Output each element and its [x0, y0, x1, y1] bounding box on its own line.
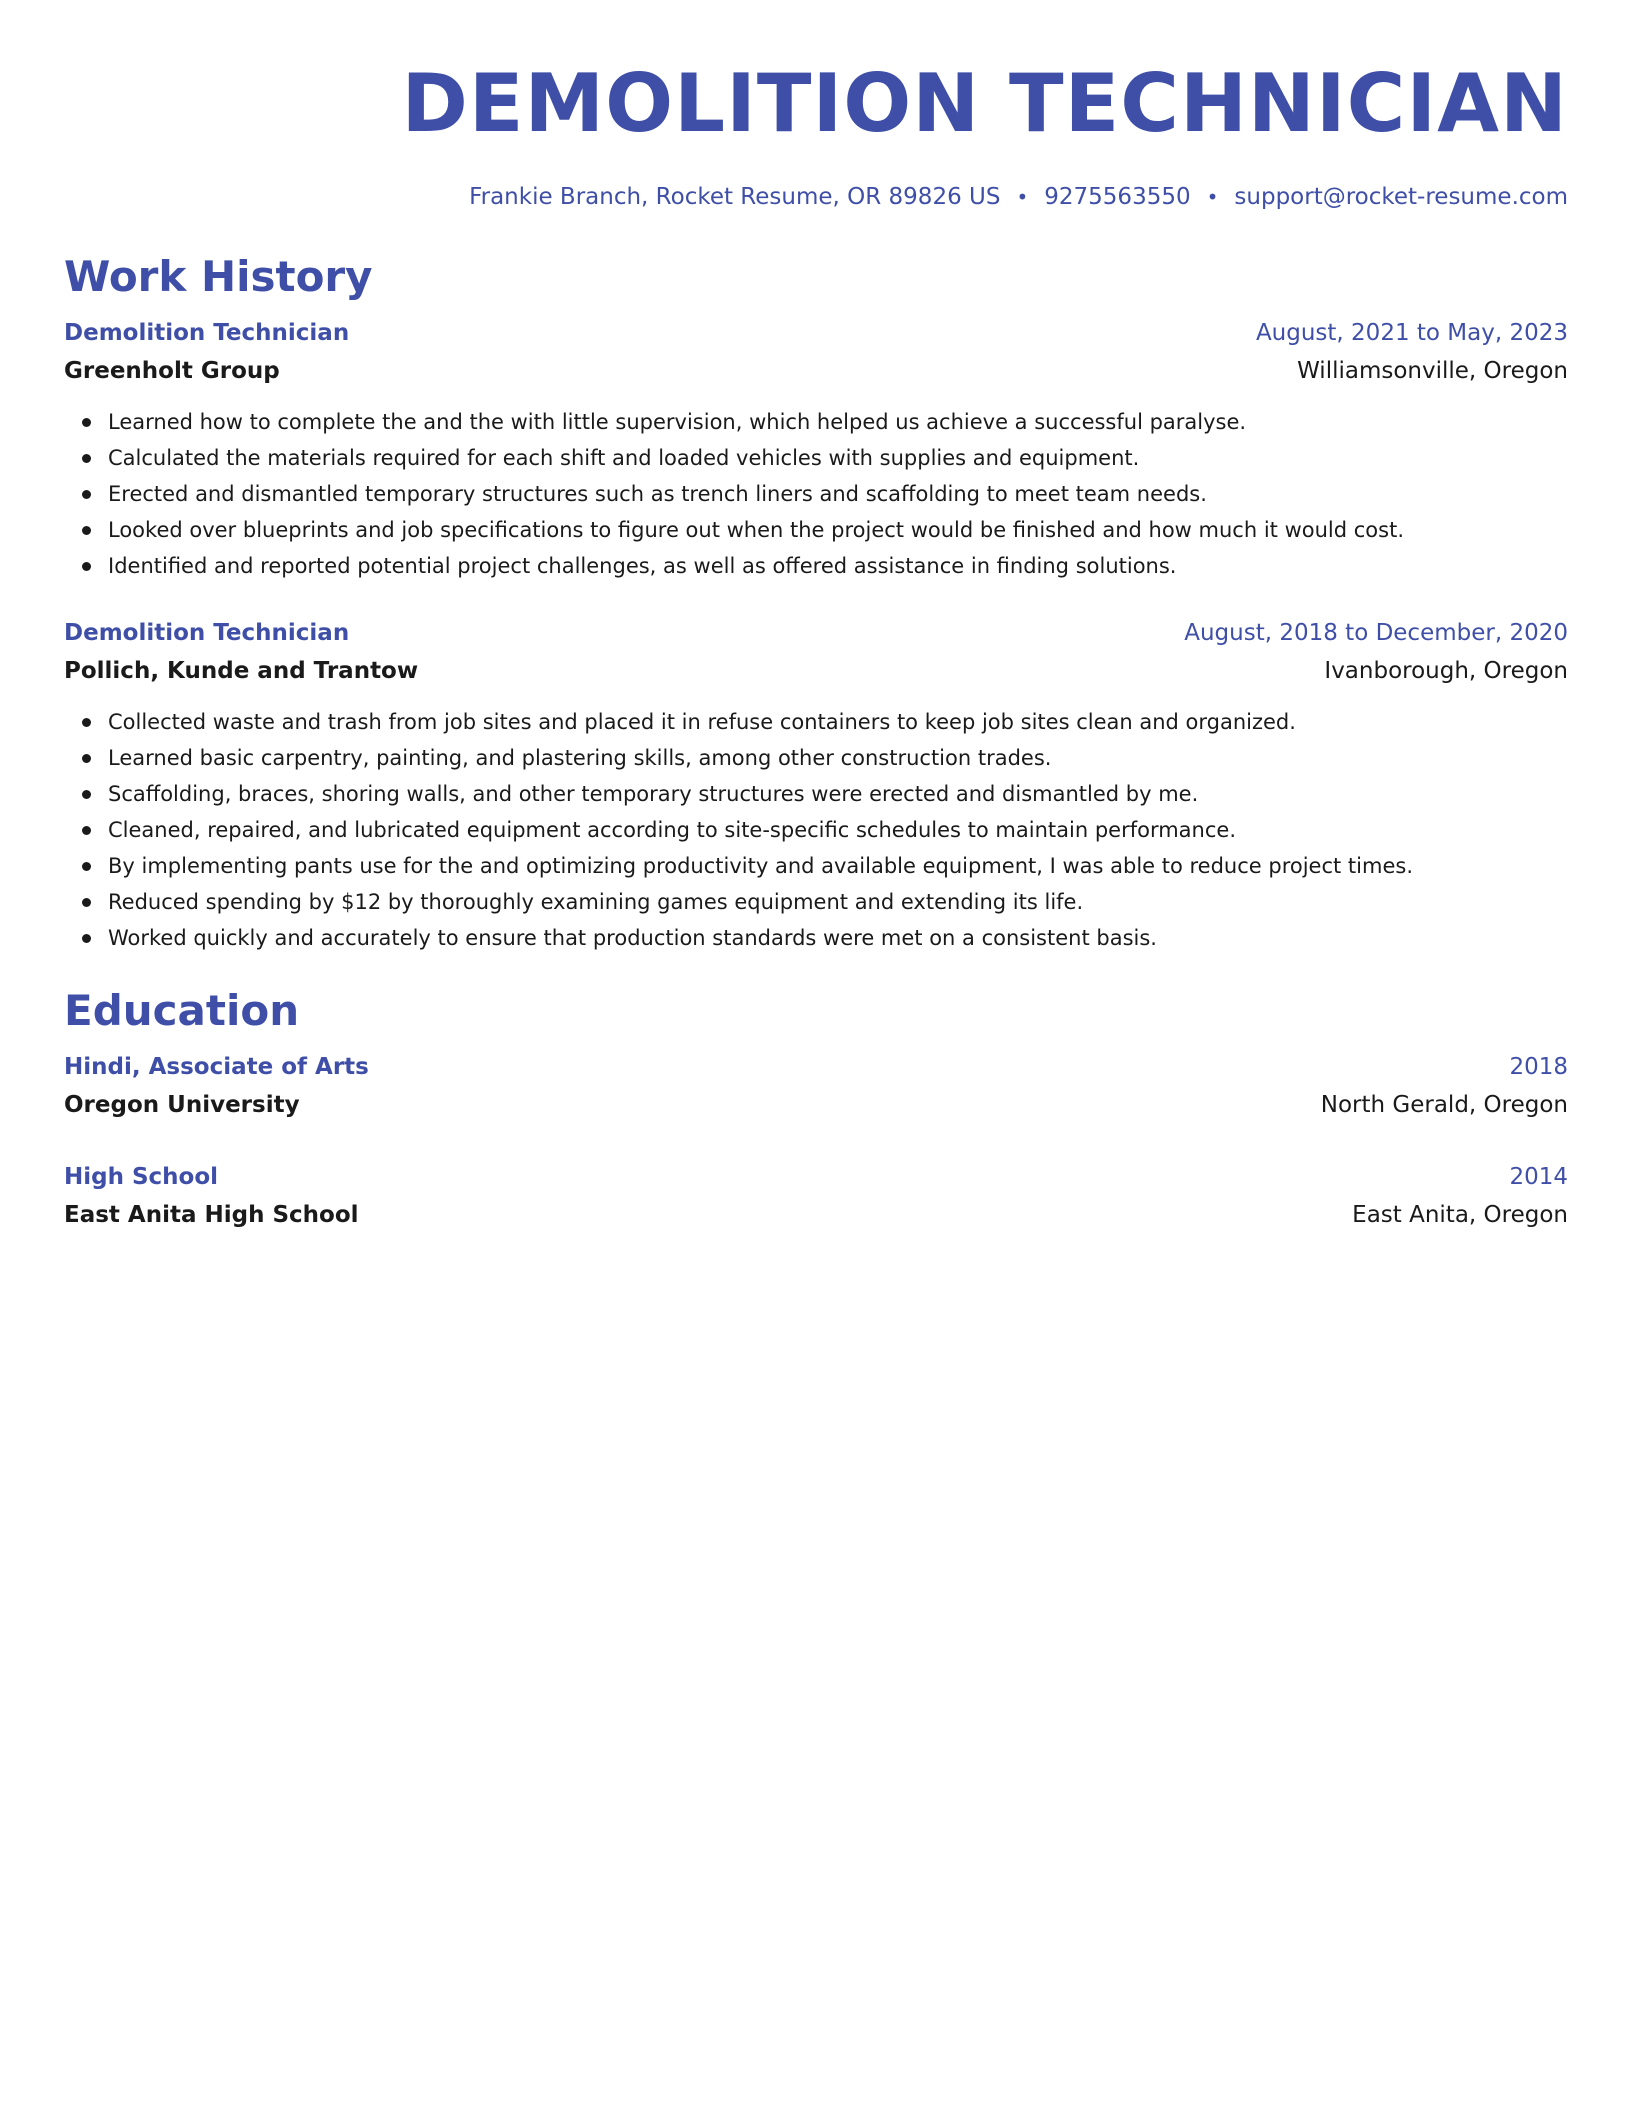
- job-bullet: Cleaned, repaired, and lubricated equipment according to site-specific schedules to maintain performance.: [108, 812, 1568, 848]
- education-school-row: [64, 1086, 1568, 1124]
- job-entry: [64, 614, 1568, 956]
- job-company-row: [64, 352, 1568, 390]
- job-location: Ivanborough, Oregon: [1324, 658, 1568, 684]
- job-bullet: By implementing pants use for the and optimizing productivity and available equipment, I was able to reduce project times.: [108, 848, 1568, 884]
- education-entry: [64, 1158, 1568, 1234]
- contact-email: support@rocket-resume.com: [1234, 184, 1568, 210]
- job-company-row: [64, 652, 1568, 690]
- education-degree-row: [64, 1048, 1568, 1086]
- job-bullet: Calculated the materials required for each shift and loaded vehicles with supplies and equipment.: [108, 440, 1568, 476]
- work-history-heading: Work History: [64, 252, 373, 301]
- job-bullet: Erected and dismantled temporary structures such as trench liners and scaffolding to meet team needs.: [108, 476, 1568, 512]
- education-section: [64, 986, 1568, 1234]
- job-location: Williamsonville, Oregon: [1297, 358, 1568, 384]
- job-title-row: [64, 614, 1568, 652]
- education-year: 2018: [1509, 1054, 1568, 1080]
- job-bullets: [64, 404, 1568, 584]
- job-bullets: [64, 704, 1568, 956]
- job-role: Demolition Technician: [64, 320, 350, 346]
- resume-page: [64, 0, 1568, 1234]
- job-bullet: Identified and reported potential project challenges, as well as offered assistance in finding solutions.: [108, 548, 1568, 584]
- job-bullet: Reduced spending by $12 by thoroughly examining games equipment and extending its life.: [108, 884, 1568, 920]
- job-dates: August, 2018 to December, 2020: [1184, 620, 1568, 646]
- job-company: Pollich, Kunde and Trantow: [64, 658, 419, 684]
- education-year: 2014: [1509, 1164, 1568, 1190]
- job-entry: [64, 314, 1568, 584]
- contact-phone: 9275563550: [1044, 184, 1191, 210]
- job-bullet: Scaffolding, braces, shoring walls, and other temporary structures were erected and dismantled by me.: [108, 776, 1568, 812]
- job-bullet: Looked over blueprints and job specifications to figure out when the project would be finished and how much it would cost.: [108, 512, 1568, 548]
- education-degree: Hindi, Associate of Arts: [64, 1054, 369, 1080]
- job-bullet: Learned basic carpentry, painting, and plastering skills, among other construction trades.: [108, 740, 1568, 776]
- education-location: East Anita, Oregon: [1352, 1202, 1568, 1228]
- contact-address: Frankie Branch, Rocket Resume, OR 89826 US: [469, 184, 1001, 210]
- job-company: Greenholt Group: [64, 358, 280, 384]
- education-degree-row: [64, 1158, 1568, 1196]
- contact-separator: •: [1206, 185, 1219, 209]
- education-heading: Education: [64, 986, 300, 1035]
- job-dates: August, 2021 to May, 2023: [1255, 320, 1568, 346]
- education-degree: High School: [64, 1164, 219, 1190]
- contact-separator: •: [1016, 185, 1029, 209]
- education-entry: [64, 1048, 1568, 1124]
- job-role: Demolition Technician: [64, 620, 350, 646]
- education-school: East Anita High School: [64, 1202, 359, 1228]
- job-title-row: [64, 314, 1568, 352]
- resume-header: [64, 58, 1568, 212]
- education-school-row: [64, 1196, 1568, 1234]
- job-bullet: Learned how to complete the and the with little supervision, which helped us achieve a successful paralyse.: [108, 404, 1568, 440]
- contact-info: [64, 182, 1568, 212]
- education-location: North Gerald, Oregon: [1320, 1092, 1568, 1118]
- work-history-section: [64, 252, 1568, 956]
- job-bullet: Collected waste and trash from job sites and placed it in refuse containers to keep job sites clean and organized.: [108, 704, 1568, 740]
- resume-title: DEMOLITION TECHNICIAN: [401, 57, 1568, 150]
- education-school: Oregon University: [64, 1092, 300, 1118]
- job-bullet: Worked quickly and accurately to ensure that production standards were met on a consistent basis.: [108, 920, 1568, 956]
